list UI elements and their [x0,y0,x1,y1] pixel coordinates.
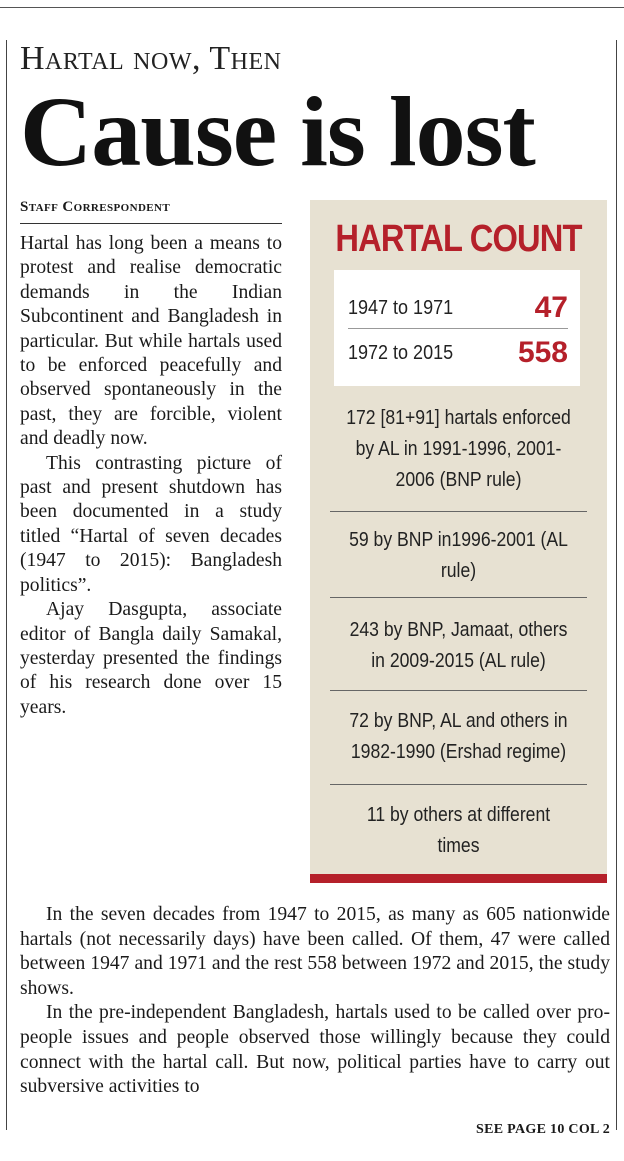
fact-divider [330,597,587,598]
count-value: 47 [534,291,568,324]
count-period: 1972 to 2015 [348,341,454,364]
paragraph: Hartal has long been a means to protest and realise democratic demands in the Indian Subcontinent and Bangladesh in particular. But while hartals used to be enforced peacefully and observed spontaneously in the past, they are forcible, violent and deadly now. [20,233,282,450]
top-rule [0,7,624,8]
byline-rule [20,223,282,224]
sidebar-title: HARTAL COUNT [335,218,582,260]
count-period: 1947 to 1971 [348,296,454,319]
fact-divider [330,511,587,512]
fact-divider [330,690,587,691]
paragraph: Ajay Dasgupta, associate editor of Bangla daily Samakal, yesterday presented the findings of his research done over 15 years. [20,599,282,718]
fact-divider [330,784,587,785]
kicker: Hartal now, Then [20,40,282,77]
fact-item: 72 by BNP, AL and others in 1982-1990 (Ershad regime) [349,710,568,763]
paragraph: In the pre-independent Bangladesh, hartals used to be called over pro-people issues and people observed those willingly because they could connect with the hartal call. But now, political parties have to carry out subversive activities to [20,1002,610,1098]
headline: Cause is lost [20,76,535,187]
right-column-rule [616,40,617,1130]
continued-jump-line: SEE PAGE 10 COL 2 [476,1122,610,1137]
count-value: 558 [517,336,568,369]
left-column-rule [6,40,7,1130]
count-divider [348,328,568,329]
count-row [348,288,568,328]
narrow-column [20,232,282,720]
sidebar-bottom-bar [310,874,607,883]
wide-column [20,903,610,1100]
count-card [334,270,580,386]
byline: Staff Correspondent [20,199,171,215]
count-row [348,333,568,373]
paragraph: This contrasting picture of past and present shutdown has been documented in a study titled “Hartal of seven decades (1947 to 2015): Bangladesh politics”. [20,452,282,596]
fact-item: 172 [81+91] hartals enforced by AL in 1991-1996, 2001-2006 (BNP rule) [346,407,571,491]
fact-item: 243 by BNP, Jamaat, others in 2009-2015 (AL rule) [349,619,568,672]
hartal-count-sidebar [310,200,607,882]
paragraph: In the seven decades from 1947 to 2015, as many as 605 nationwide hartals (not necessarily days) have been called. Of them, 47 were called between 1947 and 1971 and the rest 558 between 1972 and 2015, the study shows. [20,904,610,999]
fact-item: 11 by others at different times [366,804,551,857]
fact-item: 59 by BNP in1996-2001 (AL rule) [349,529,568,582]
